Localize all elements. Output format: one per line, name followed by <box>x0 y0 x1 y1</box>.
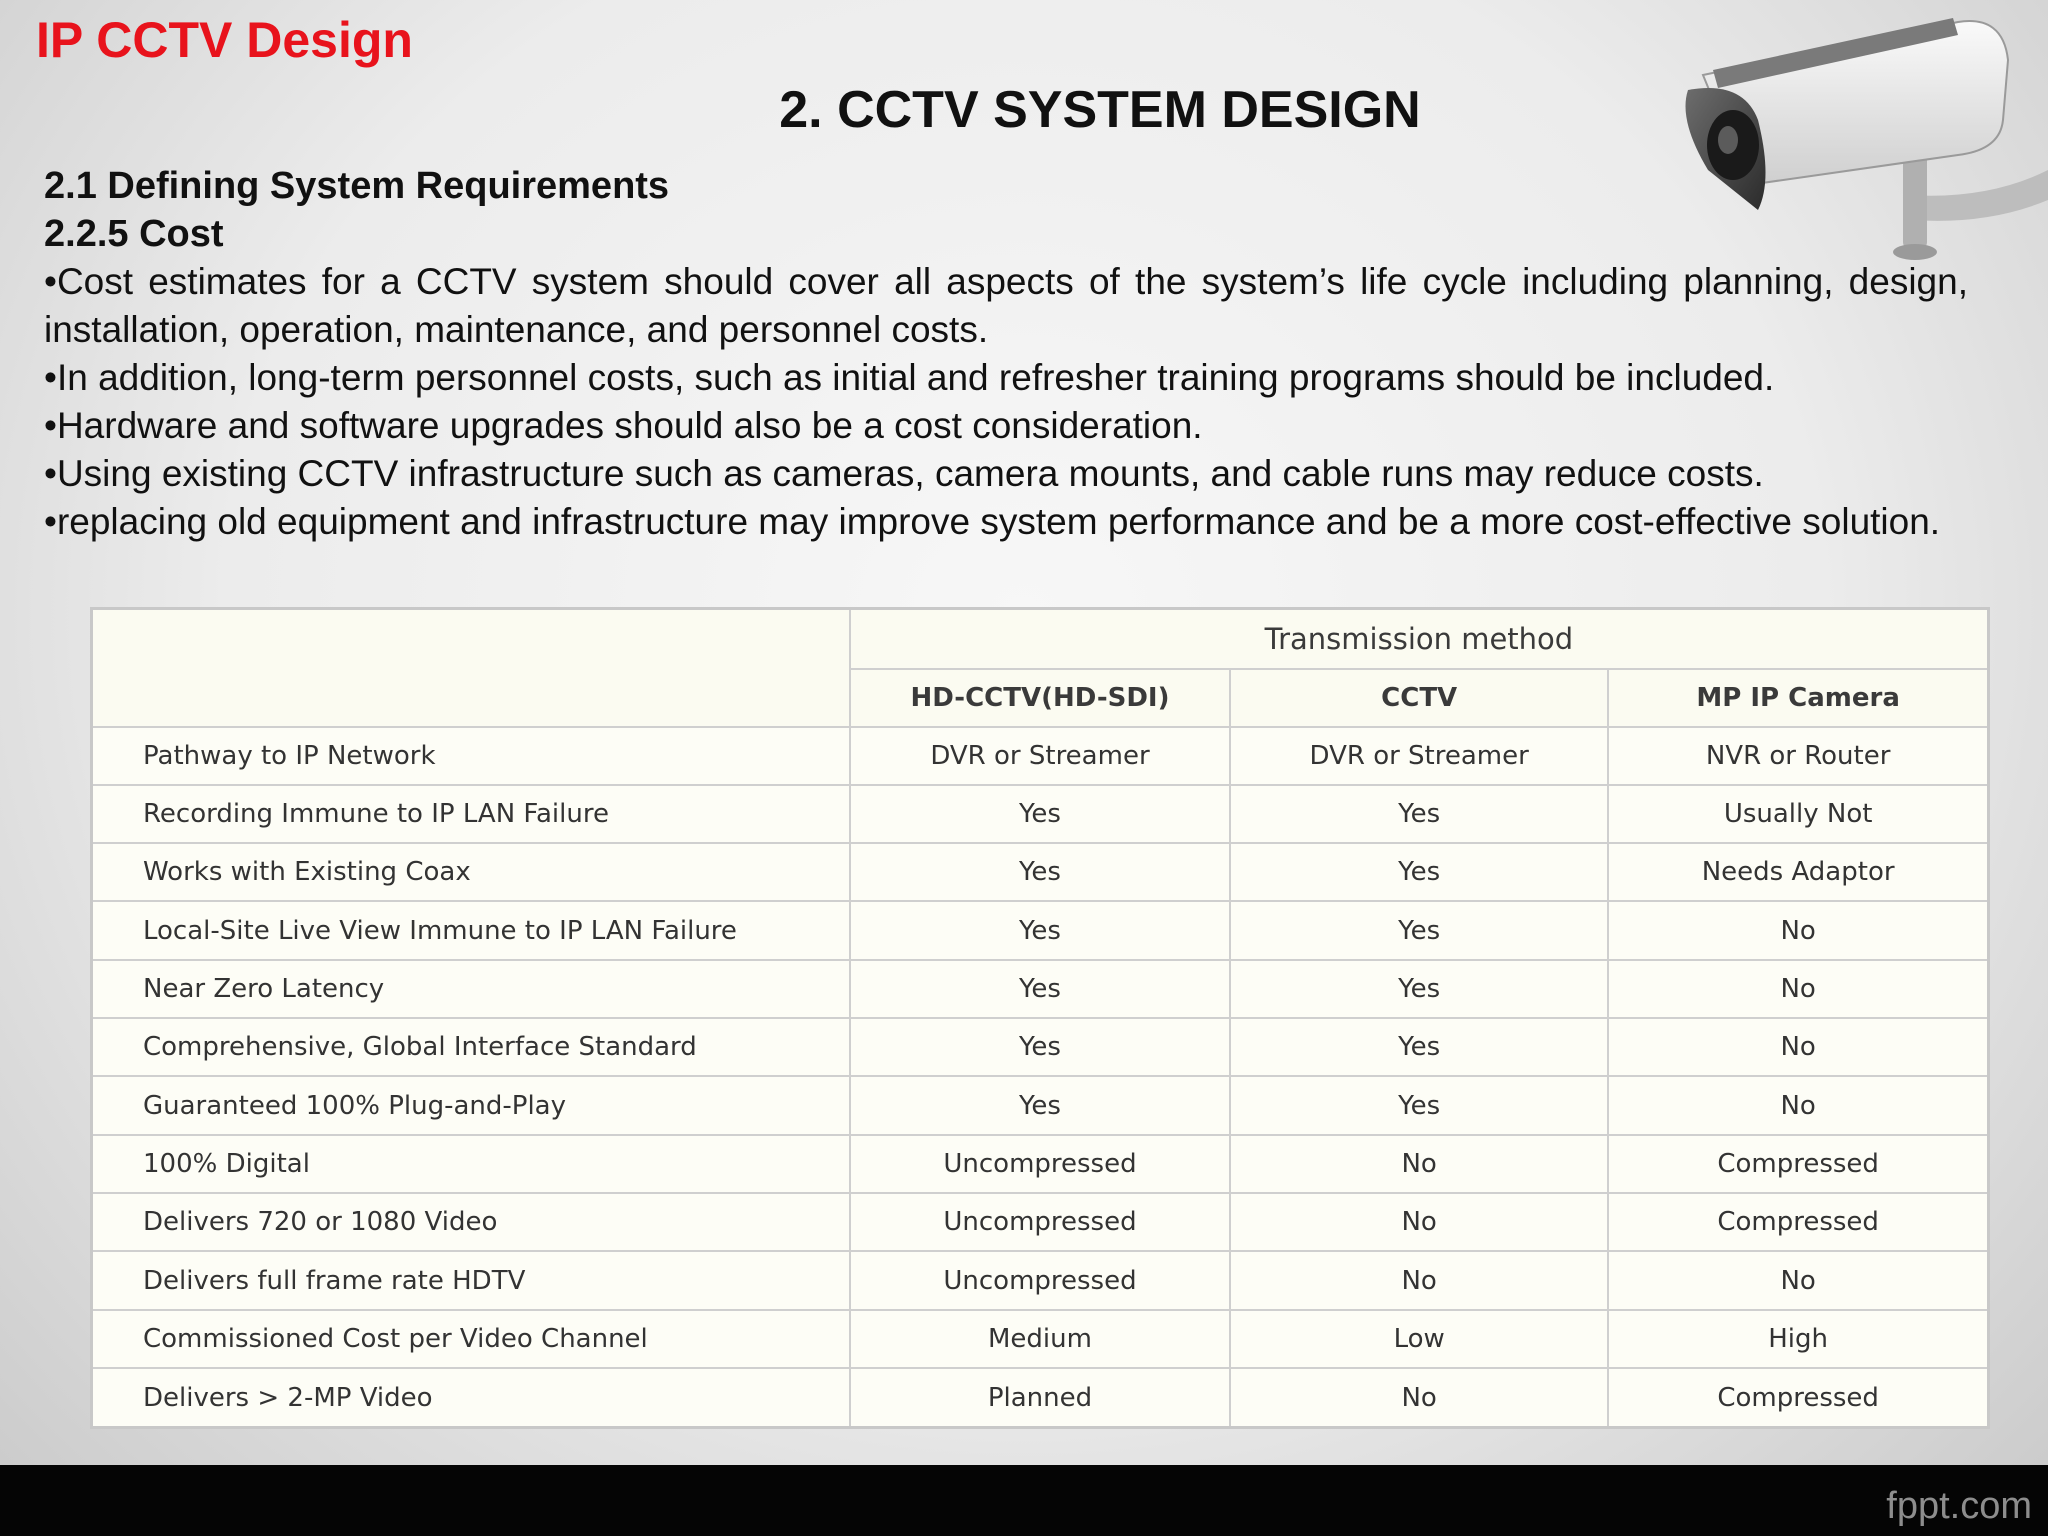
table-row <box>92 1193 1989 1251</box>
value-cell: DVR or Streamer <box>850 727 1230 785</box>
table-row <box>92 843 1989 901</box>
value-cell: No <box>1608 1251 1988 1309</box>
feature-cell: Delivers 720 or 1080 Video <box>92 1193 850 1251</box>
section-heading: 2.1 Defining System Requirements <box>44 165 670 207</box>
value-cell: Compressed <box>1608 1193 1988 1251</box>
value-cell: No <box>1608 901 1988 959</box>
value-cell: Compressed <box>1608 1135 1988 1193</box>
value-cell: Yes <box>850 960 1230 1018</box>
footer-bar <box>0 1465 2048 1536</box>
column-header: HD-CCTV(HD-SDI) <box>850 669 1230 727</box>
table-row <box>92 785 1989 843</box>
table-row <box>92 1135 1989 1193</box>
value-cell: Yes <box>850 785 1230 843</box>
value-cell: Medium <box>850 1310 1230 1368</box>
slide-title: 2. CCTV SYSTEM DESIGN <box>779 81 1421 139</box>
value-cell: Planned <box>850 1368 1230 1427</box>
value-cell: Yes <box>850 843 1230 901</box>
value-cell: No <box>1230 1368 1608 1427</box>
table-group-header: Transmission method <box>850 609 1989 669</box>
feature-cell: 100% Digital <box>92 1135 850 1193</box>
feature-cell: Recording Immune to IP LAN Failure <box>92 785 850 843</box>
feature-cell: Commissioned Cost per Video Channel <box>92 1310 850 1368</box>
value-cell: No <box>1230 1135 1608 1193</box>
bullet-item: •Hardware and software upgrades should also be a cost consideration. <box>44 405 1203 446</box>
value-cell: No <box>1608 1076 1988 1134</box>
table-body <box>92 727 1989 1428</box>
value-cell: No <box>1230 1251 1608 1309</box>
footer-logo: fppt.com <box>1886 1485 2032 1527</box>
feature-cell: Local-Site Live View Immune to IP LAN Failure <box>92 901 850 959</box>
value-cell: Compressed <box>1608 1368 1988 1427</box>
value-cell: Yes <box>1230 901 1608 959</box>
value-cell: DVR or Streamer <box>1230 727 1608 785</box>
value-cell: High <box>1608 1310 1988 1368</box>
table-row <box>92 960 1989 1018</box>
value-cell: Usually Not <box>1608 785 1988 843</box>
value-cell: Yes <box>1230 1076 1608 1134</box>
feature-cell: Delivers full frame rate HDTV <box>92 1251 850 1309</box>
value-cell: Yes <box>850 901 1230 959</box>
table-row <box>92 1310 1989 1368</box>
value-cell: Low <box>1230 1310 1608 1368</box>
feature-cell: Pathway to IP Network <box>92 727 850 785</box>
table-row <box>92 727 1989 785</box>
value-cell: Yes <box>1230 1018 1608 1076</box>
value-cell: No <box>1608 1018 1988 1076</box>
value-cell: Uncompressed <box>850 1251 1230 1309</box>
value-cell: Yes <box>1230 843 1608 901</box>
value-cell: No <box>1608 960 1988 1018</box>
bullet-item: •Cost estimates for a CCTV system should cover all aspects of the system’s life cycle including planning, design, installation, operation, maintenance, and personnel costs. <box>44 261 1968 350</box>
feature-cell: Comprehensive, Global Interface Standard <box>92 1018 850 1076</box>
comparison-table <box>90 607 1990 1429</box>
value-cell: Yes <box>850 1076 1230 1134</box>
feature-cell: Guaranteed 100% Plug-and-Play <box>92 1076 850 1134</box>
value-cell: Uncompressed <box>850 1135 1230 1193</box>
column-header: CCTV <box>1230 669 1608 727</box>
value-cell: No <box>1230 1193 1608 1251</box>
table-row <box>92 1368 1989 1427</box>
value-cell: Yes <box>850 1018 1230 1076</box>
brand-title: IP CCTV Design <box>36 12 413 68</box>
feature-cell: Near Zero Latency <box>92 960 850 1018</box>
table-row <box>92 1018 1989 1076</box>
column-header: MP IP Camera <box>1608 669 1988 727</box>
value-cell: Yes <box>1230 960 1608 1018</box>
table-row <box>92 1251 1989 1309</box>
table-corner-cell <box>92 609 850 727</box>
subsection-heading: 2.2.5 Cost <box>44 213 224 255</box>
value-cell: NVR or Router <box>1608 727 1988 785</box>
table-row <box>92 1076 1989 1134</box>
bullet-item: •replacing old equipment and infrastructure may improve system performance and be a more cost-effective solution. <box>44 501 1941 542</box>
value-cell: Yes <box>1230 785 1608 843</box>
table-row <box>92 901 1989 959</box>
bullet-item: •Using existing CCTV infrastructure such as cameras, camera mounts, and cable runs may reduce costs. <box>44 453 1764 494</box>
value-cell: Needs Adaptor <box>1608 843 1988 901</box>
value-cell: Uncompressed <box>850 1193 1230 1251</box>
slide-body <box>44 162 1968 546</box>
feature-cell: Delivers > 2-MP Video <box>92 1368 850 1427</box>
bullet-item: •In addition, long-term personnel costs, such as initial and refresher training programs should be included. <box>44 357 1775 398</box>
feature-cell: Works with Existing Coax <box>92 843 850 901</box>
